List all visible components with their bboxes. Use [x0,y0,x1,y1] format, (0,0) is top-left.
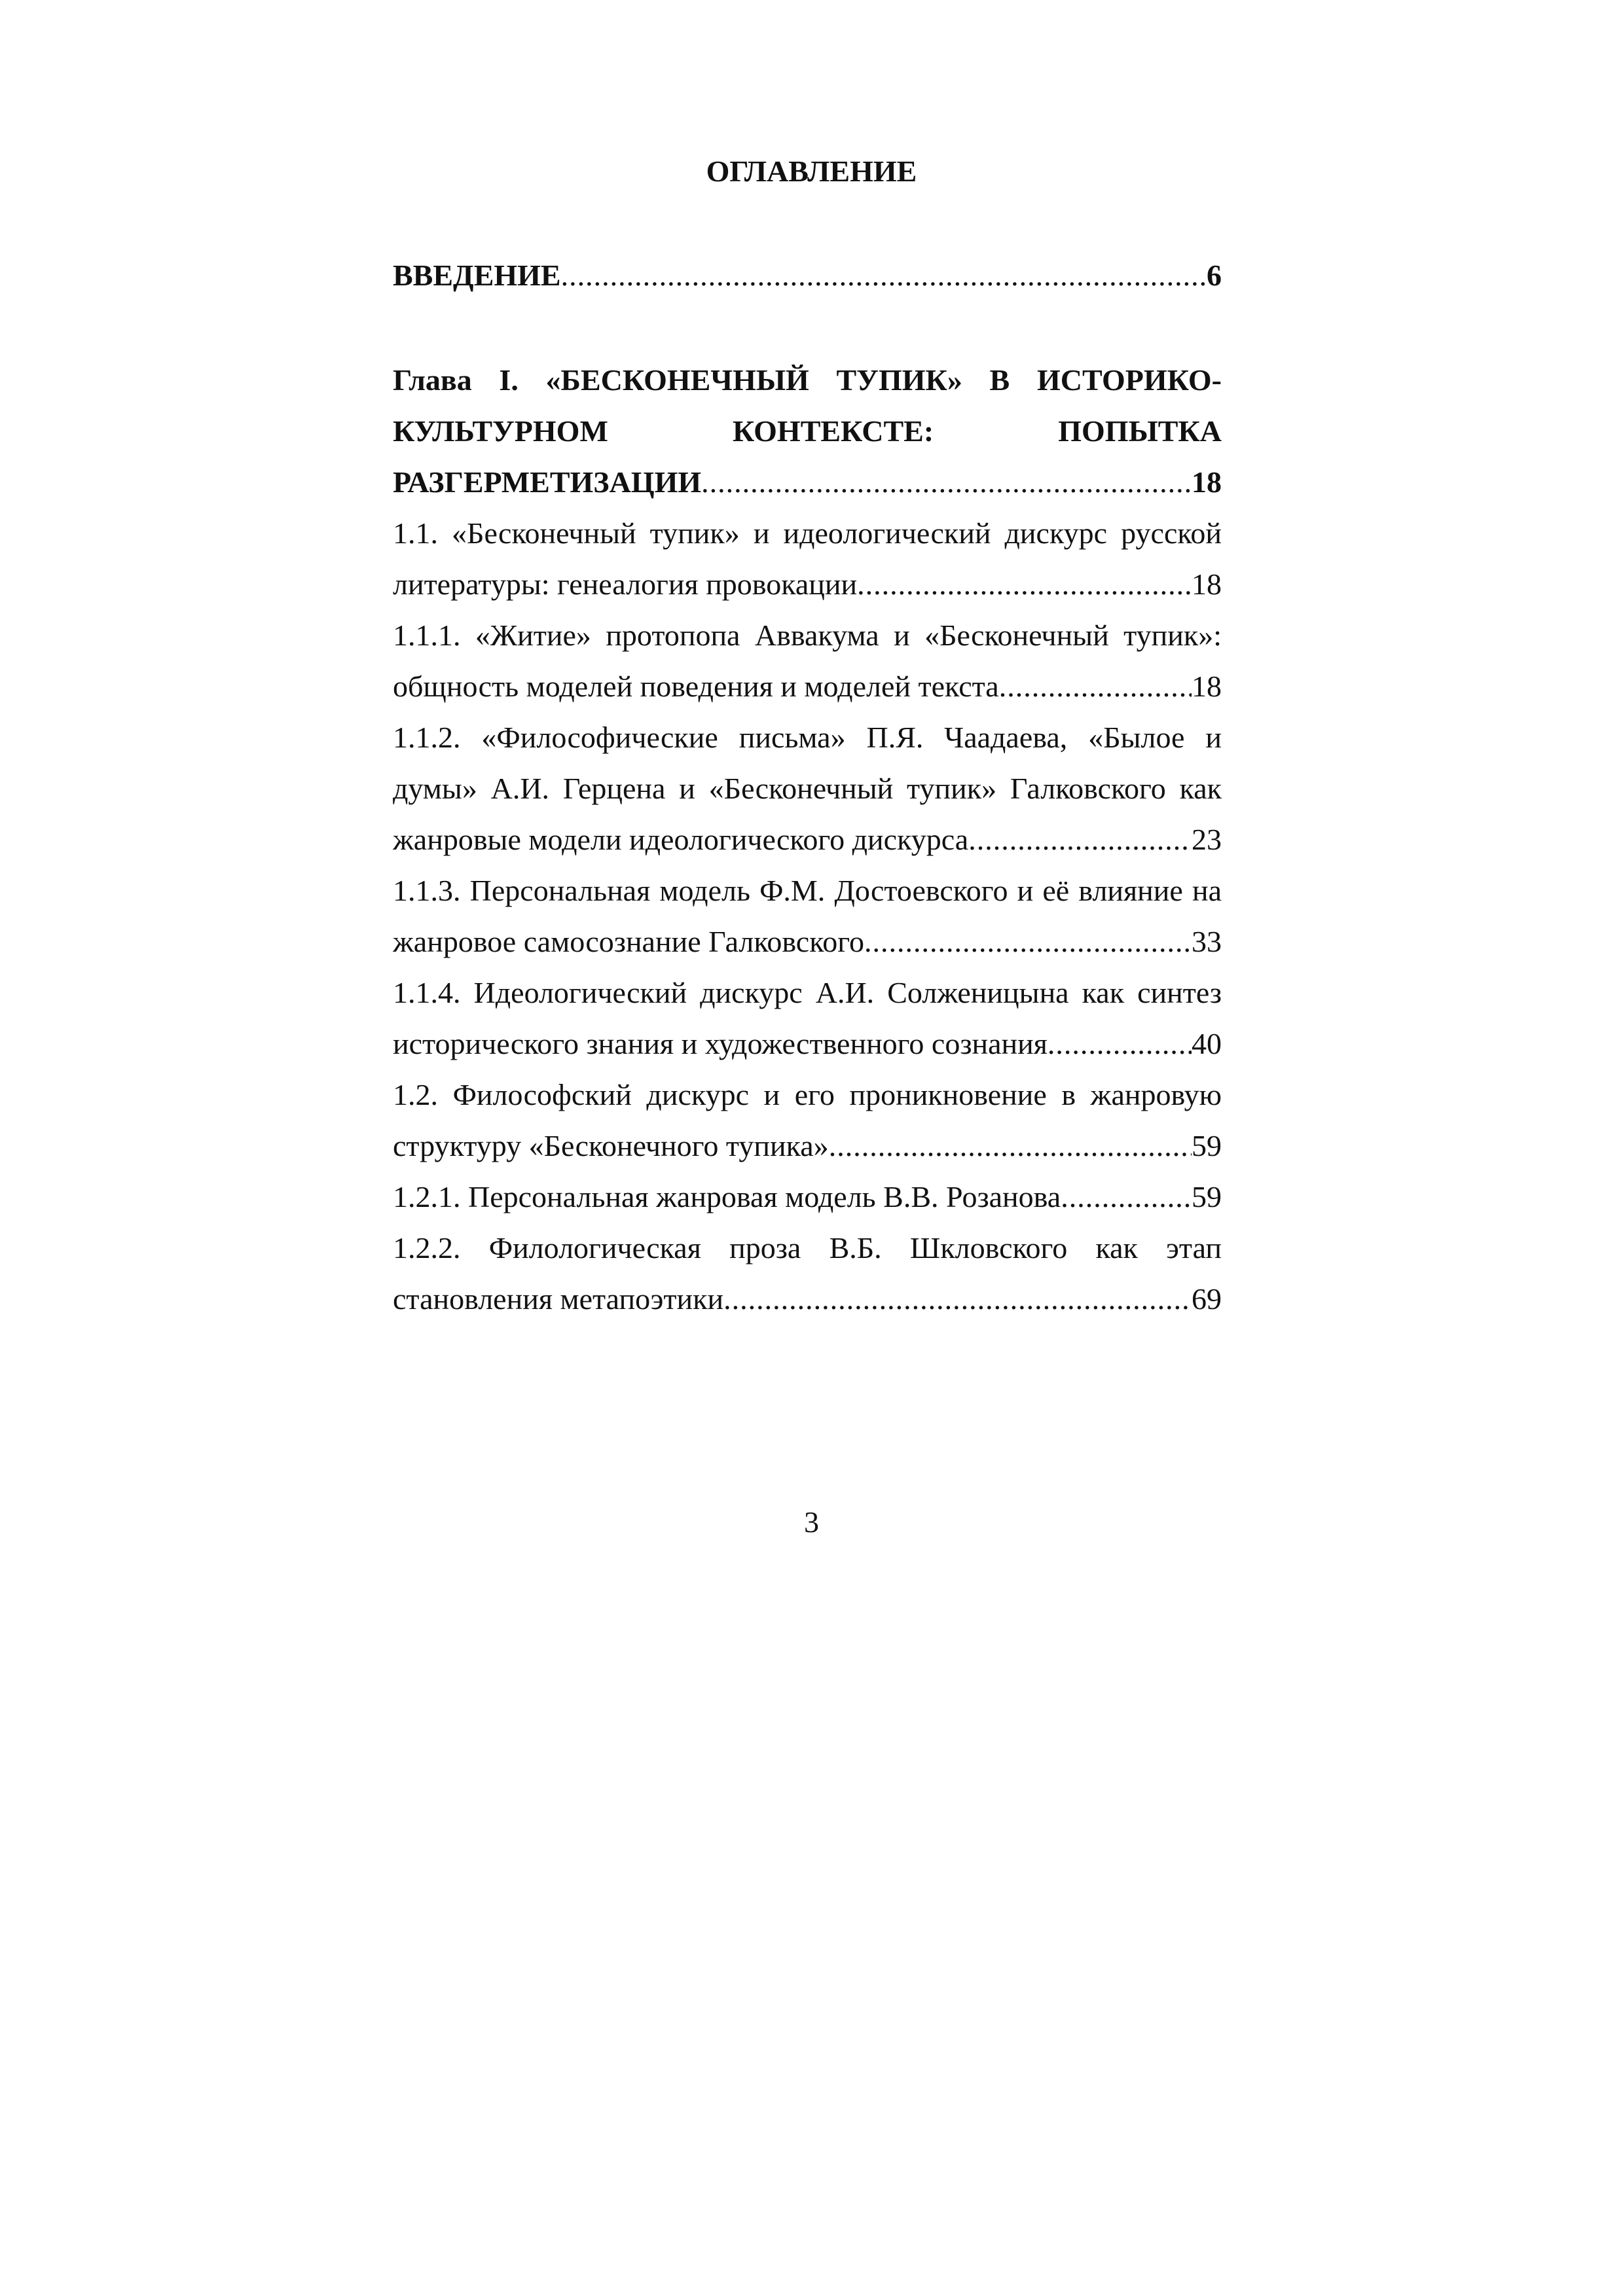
toc-entry-last-line [393,1018,1222,1069]
toc-page-number: 18 [1192,567,1222,601]
toc-entry-last-line [393,661,1222,712]
toc-entry-label: структуру «Бесконечного тупика» [393,1129,829,1162]
dot-leader [701,457,1192,508]
toc-entry-label: становления метапоэтики [393,1282,724,1316]
toc-entry-label: жанровые модели идеологического дискурса [393,823,969,856]
toc-title: ОГЛАВЛЕНИЕ [706,154,917,188]
toc-page-number: 6 [1207,259,1222,292]
toc-entry-last-line [393,1121,1222,1172]
toc-entry-line: думы» А.И. Герцена и «Бесконечный тупик» Галковского как [393,772,1222,805]
dot-leader [829,1121,1192,1172]
toc-entry-label: РАЗГЕРМЕТИЗАЦИИ [393,465,702,499]
toc-chapter-heading-line: Глава I. «БЕСКОНЕЧНЫЙ ТУПИК» В ИСТОРИКО- [393,363,1222,397]
dot-leader [723,1274,1192,1325]
toc-entry-label: жанровое самосознание Галковского [393,925,864,958]
toc-page-number: 59 [1192,1180,1222,1213]
dot-leader [999,661,1192,712]
toc-entry-line: 1.1.2. «Философические письма» П.Я. Чаадаева, «Былое и [393,721,1222,754]
toc-entry-line: 1.1.1. «Житие» протопопа Аввакума и «Бесконечный тупик»: [393,619,1222,652]
toc-page-number: 40 [1192,1027,1222,1060]
toc-entry-last-line [393,814,1222,865]
page-number: 3 [804,1505,819,1539]
toc-page-number: 23 [1192,823,1222,856]
dot-leader [561,250,1207,301]
toc-entry-last-line [393,1172,1222,1223]
toc-entry-last-line [393,559,1222,610]
dot-leader [857,559,1192,610]
toc-chapter-heading-line: КУЛЬТУРНОМ КОНТЕКСТЕ: ПОПЫТКА [393,414,1222,448]
toc-entry-label: ВВЕДЕНИЕ [393,259,561,292]
toc-page-number: 69 [1192,1282,1222,1316]
toc-page-number: 33 [1192,925,1222,958]
toc-page-number: 18 [1192,465,1222,499]
dot-leader [864,916,1192,967]
toc-entry-last-line [393,916,1222,967]
toc-entry-introduction [393,250,1222,301]
toc-page-number: 59 [1192,1129,1222,1162]
toc-entry-line: 1.2. Философский дискурс и его проникновение в жанровую [393,1078,1222,1111]
toc-entry-label: литературы: генеалогия провокации [393,567,858,601]
toc-entry-label: исторического знания и художественного сознания [393,1027,1048,1060]
toc-entry-line: 1.1. «Бесконечный тупик» и идеологический дискурс русской [393,516,1222,550]
dot-leader [968,814,1192,865]
toc-entry-line: 1.2.2. Филологическая проза В.Б. Шкловского как этап [393,1231,1222,1265]
toc-entry-label: общность моделей поведения и моделей текста [393,670,999,703]
dot-leader [1048,1018,1192,1069]
toc-chapter-heading-last [393,457,1222,508]
toc-entry-line: 1.1.3. Персональная модель Ф.М. Достоевского и её влияние на [393,874,1222,907]
dot-leader [1061,1172,1192,1223]
toc-entry-line: 1.1.4. Идеологический дискурс А.И. Солженицына как синтез [393,976,1222,1009]
toc-entry-label: 1.2.1. Персональная жанровая модель В.В. Розанова [393,1180,1061,1213]
toc-page-number: 18 [1192,670,1222,703]
toc-entry-last-line [393,1274,1222,1325]
